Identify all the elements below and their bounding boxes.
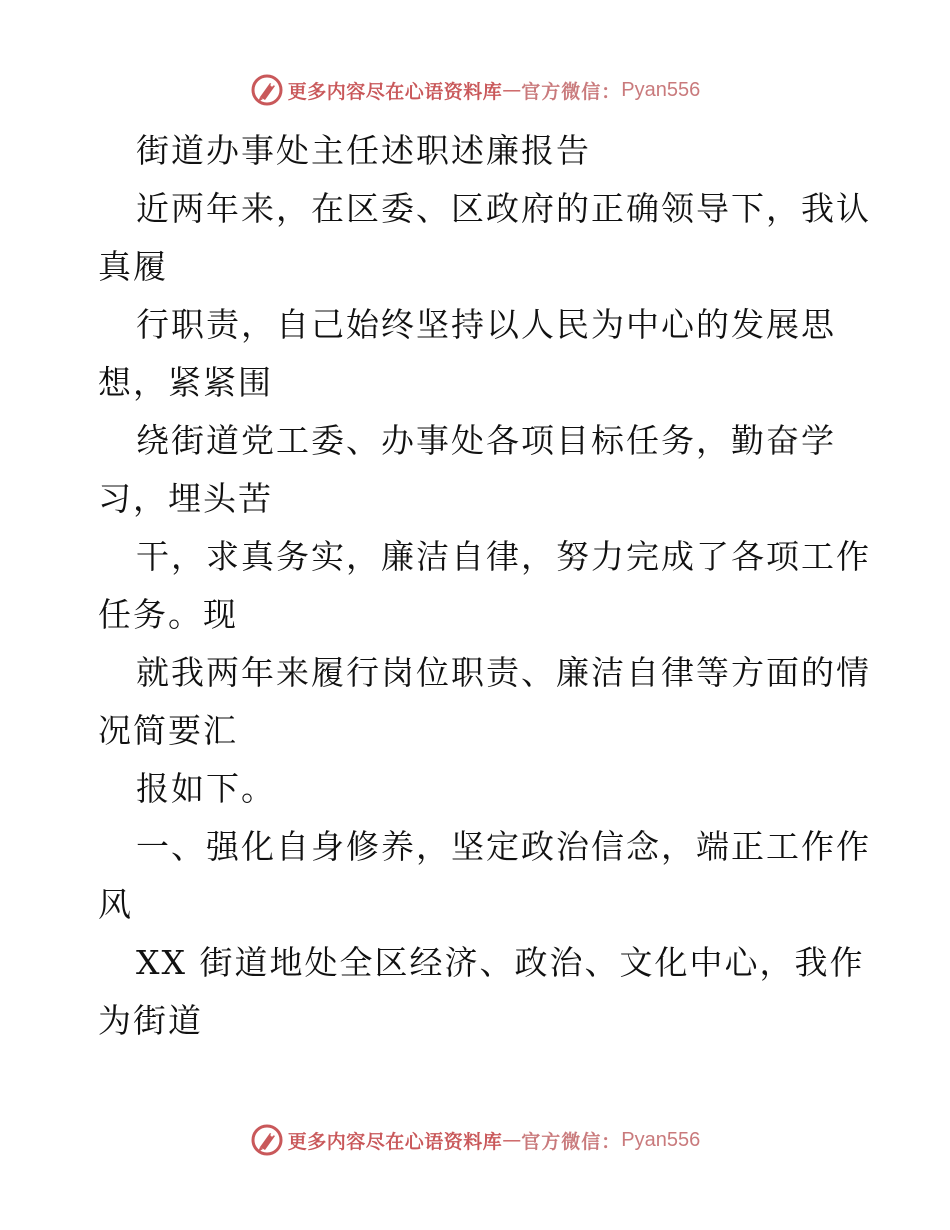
document-body — [98, 122, 871, 1050]
banner-wechat-label: 官方微信： — [521, 1130, 622, 1153]
banner-main-text: 更多内容尽在心语资料库 — [287, 80, 503, 103]
document-text-line: 近两年来，在区委、区政府的正确领导下，我认 — [136, 189, 871, 228]
document-text-line: 为街道 — [98, 1001, 203, 1040]
banner-main-text: 更多内容尽在心语资料库 — [287, 1130, 503, 1153]
pen-nib-logo-icon — [250, 73, 284, 107]
document-text-line: 干，求真务实，廉洁自律，努力完成了各项工作 — [136, 537, 871, 576]
document-text-line: 习，埋头苦 — [98, 479, 273, 518]
document-text-line: 报如下。 — [136, 769, 276, 808]
banner-wechat-label: 官方微信： — [521, 80, 622, 103]
pen-nib-logo-icon — [250, 1123, 284, 1157]
header-watermark-banner — [0, 70, 950, 110]
banner-separator: — — [502, 1129, 522, 1151]
document-text-line: 任务。现 — [98, 595, 238, 634]
document-text-line: XX 街道地处全区经济、政治、文化中心，我作 — [136, 943, 865, 982]
banner-separator: — — [502, 79, 522, 101]
banner-wechat-id: Pyan556 — [621, 78, 701, 101]
document-text-line: 就我两年来履行岗位职责、廉洁自律等方面的情 — [136, 653, 871, 692]
document-text-line: 行职责，自己始终坚持以人民为中心的发展思 — [136, 305, 836, 344]
document-title: 街道办事处主任述职述廉报告 — [136, 131, 591, 170]
document-text-line: 况简要汇 — [98, 711, 238, 750]
banner-wechat-id: Pyan556 — [621, 1128, 701, 1151]
document-text-line: 想，紧紧围 — [98, 363, 273, 402]
document-text-line: 风 — [98, 885, 133, 924]
document-text-line: 绕街道党工委、办事处各项目标任务，勤奋学 — [136, 421, 836, 460]
document-text-line: 真履 — [98, 247, 168, 286]
footer-watermark-banner — [0, 1120, 950, 1160]
document-text-line: 一、强化自身修养，坚定政治信念，端正工作作 — [136, 827, 871, 866]
